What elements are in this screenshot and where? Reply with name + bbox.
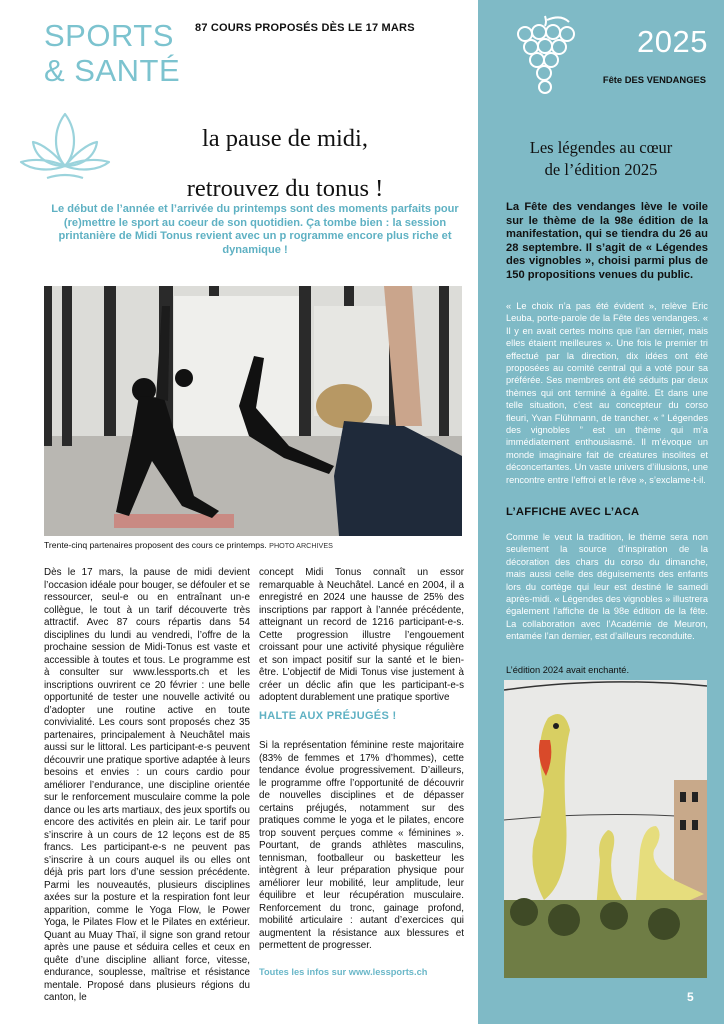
article-column-2-text: concept Midi Tonus connaît un essor remarquable à Neuchâtel. Lancé en 2004, il a enregistré en 2024 une hausse de 25% des inscriptions par rapport à l’année précédente, atteignant un record de 1216 participant-e-s. Cette progression illustre l’engouement croissant pour une activité physique régulière et son impact positif sur la santé et le bien-être. L’objectif de Midi Tonus vise justement à créer un déclic afin que les participant-e-s adoptent durablement une pratique sportive — [259, 567, 464, 703]
top-note: 87 COURS PROPOSÉS DÈS LE 17 MARS — [195, 22, 415, 34]
sidebar-year: 2025 — [637, 24, 708, 59]
section-title-line1: SPORTS — [44, 18, 174, 53]
sidebar-photo — [504, 680, 707, 978]
article-subhead: HALTE AUX PRÉJUGÉS ! — [259, 710, 397, 722]
article-intro: Le début de l’année et l’arrivée du printemps sont des moments parfaits pour (re)mettre le sport au coeur de son quotidien. Ça tombe bien : la session printanière de Midi Tonus revient avec un p rogramme encore plus riche et dynamique ! — [51, 203, 459, 256]
sidebar-title-line2: de l’édition 2025 — [544, 160, 658, 179]
footer-link[interactable]: Toutes les infos sur www.lessports.ch — [259, 967, 428, 977]
article-column-2 — [259, 567, 464, 705]
lotus-icon — [17, 108, 113, 188]
sidebar-photo-caption: L’édition 2024 avait enchanté. — [506, 665, 630, 675]
fitness-class-photo — [44, 286, 462, 536]
sidebar-body: « Le choix n’a pas été évident », relève Eric Leuba, porte-parole de la Fête des vendanges. « Il y en avait certes moins que l’an dernier, mais elles étaient meilleures ». Une fois le premier tri effectué par la direction, dix idées ont été proposées au comité central qui a voté pour sa préférée. Ses membres ont été séduits par deux thèmes qui ont terminé à égalité. Et dans une telle situation, c’est au concepteur du corso fleuri, Yvan Flühmann, de trancher. « “ Légendes des vignobles ” est un thème qui m’a immédiatement enthousiasmé. Il m’évoque un monde imaginaire fait de créatures insolites et déconcertantes. Un vaste univers d’illusions, une rencontre entre l’effroi et le rêve », s’exclame-t-il. — [506, 301, 708, 485]
photo-credit: PHOTO ARCHIVES — [269, 541, 333, 550]
sidebar-lead: La Fête des vendanges lève le voile sur le thème de la 98e édition de la manifestation, qui se tiendra du 26 au 28 septembre. Il s’agit de « Légendes des vignobles », choisi parmi plus de 150 propositions venues du public. — [506, 201, 708, 281]
headline-line1: la pause de midi, — [201, 125, 368, 152]
headline — [130, 114, 440, 214]
photo-caption-text: Trente-cinq partenaires proposent des cours ce printemps. — [44, 540, 267, 550]
section-title-line2: & SANTÉ — [44, 53, 181, 88]
sidebar-subhead: L’AFFICHE AVEC L’ACA — [506, 506, 640, 518]
photo-caption — [44, 540, 333, 550]
sidebar-title — [478, 137, 724, 181]
article-column-2-continued: Si la représentation féminine reste majoritaire (83% de femmes et 17% d’hommes), cette tendance évolue progressivement. D’ailleurs, le programme offre l’opportunité de découvrir de nouvelles disciplines et de dépasser certains préjugés, notamment sur des pratiques comme le yoga et le pilates, encore trop souvent perçues comme « féminines ». Pourtant, de grands athlètes masculins, tennisman, footballeur ou basketteur les intègrent à leur préparation physique pour améliorer leur mobilité, leur amplitude, leur équilibre et leur récupération musculaire. Renforcement du tronc, gainage profond, mobilité articulaire : autant d’exercices qui augmentent la résistance aux blessures et permettent de progresser. — [259, 740, 464, 951]
page-number: 5 — [687, 990, 694, 1004]
article-photo — [44, 286, 462, 536]
sidebar-title-line1: Les légendes au cœur — [529, 138, 673, 157]
grapes-icon — [511, 12, 579, 100]
article-column-1: Dès le 17 mars, la pause de midi devient l’occasion idéale pour bouger, se défouler et se ressourcer, seul-e ou en entraînant un-e collègue, le tout à un tarif découverte très attractif. Avec 87 cours répartis dans 54 disciplines du lundi au vendredi, l’offre de la prochaine session de Midi-Tonus est vaste et accessible à toutes et tous. Le programme est à consulter sur www.lessports.ch et les inscriptions ouvrirent ce 20 février : une belle opportunité de tester une nouvelle activité ou d’adopter une routine active en toute convivialité. Les cours sont proposés chez 35 partenaires, principalement à Neuchâtel mais aussi sur le littoral. Les participant-e-s peuvent découvrir une pratique sportive adaptée à leurs besoins et envies : un cours cardio pour améliorer l’endurance, une discipline orientée sur le renforcement musculaire comme la pole dance ou les arts martiaux, des jeux sportifs ou encore des activités en plein air. Le tarif pour s’inscrire à un cours de 12 leçons est de 85 francs. Les participant-e-s ne peuvent pas s’inscrire à un cours auquel ils ou elles ont déjà pris part lors d’une session précédente. Parmi les nouveautés, plusieurs disciplines axées sur la posture et la respiration font leur apparition, comme le Yoga Flow, le Power Yoga, le Pilates Flow et le Pilates en extérieur. Quant au Muay Thaï, il signe son grand retour après une pause et séduira celles et ceux en quête d’une discipline alliant force, vitesse, endurance, souplesse, maîtrise et résistance mentale. Proposé dans plusieurs régions du canton, le — [44, 567, 250, 1003]
headline-line2: retrouvez du tonus ! — [186, 175, 384, 202]
flower-swans-photo — [504, 680, 707, 978]
section-title — [44, 18, 194, 88]
sidebar-event-name: Fête DES VENDANGES — [602, 74, 706, 85]
sidebar-body-2: Comme le veut la tradition, le thème sera non seulement la source d’inspiration de la décoration des chars du corso du dimanche, mais aussi celle des déguisements des enfants lors du cortège qui leur est destiné le samedi après-midi. « Légendes des vignobles » illustrera également l’affiche de la 98e édition de la fête. La collaboration avec l’Académie de Meuron, entamée l’an dernier, est d’ailleurs reconduite. — [506, 532, 708, 642]
